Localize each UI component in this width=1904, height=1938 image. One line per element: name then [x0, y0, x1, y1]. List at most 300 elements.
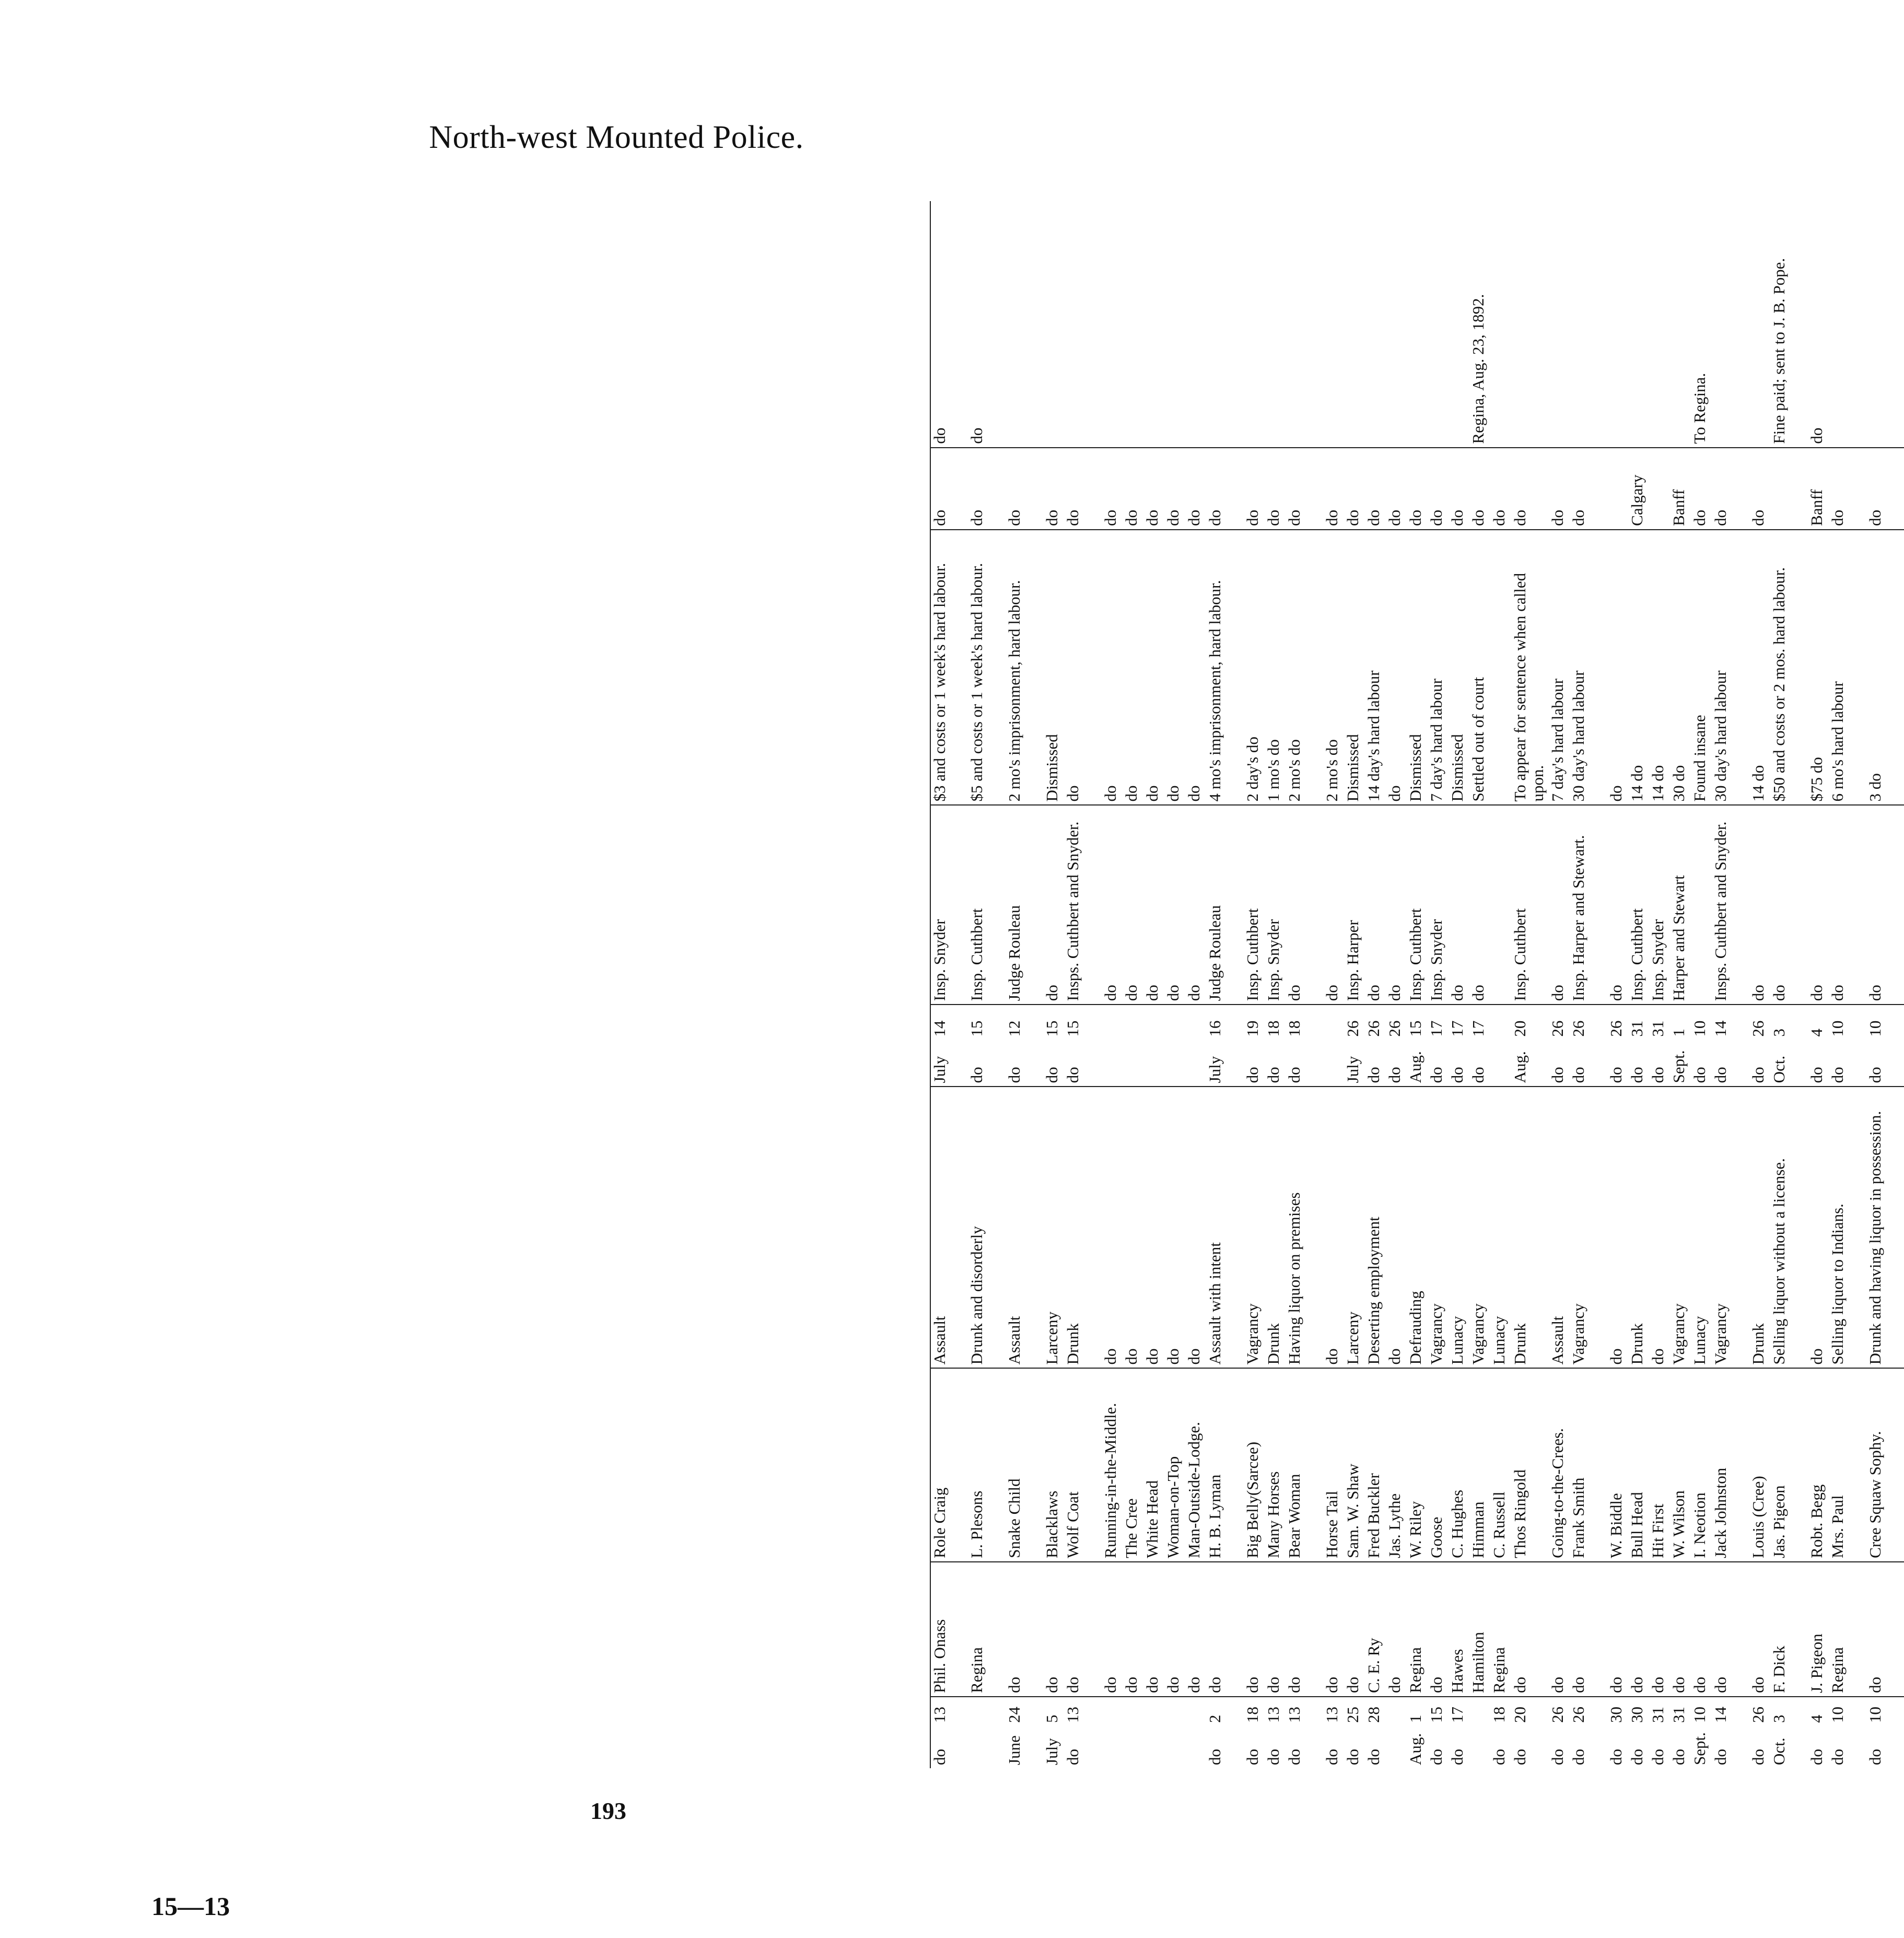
row-trial-day	[1143, 1005, 1164, 1040]
table-row	[1670, 201, 1691, 1768]
row-trial-month: Sept.	[1670, 1040, 1691, 1087]
row-date-month: do	[1285, 1749, 1303, 1765]
row-trial-day: 14	[930, 1005, 968, 1040]
row-jail: do	[1323, 448, 1344, 530]
row-trial-month: do	[1712, 1040, 1749, 1087]
row-offence: do	[1143, 1087, 1164, 1368]
row-offence: Vagrancy	[1570, 1087, 1607, 1368]
row-remarks	[1164, 201, 1185, 448]
row-name: Going-to-the-Crees.	[1549, 1368, 1570, 1562]
row-date-month	[1469, 1726, 1490, 1768]
row-remarks	[1829, 201, 1866, 448]
table-row	[1469, 201, 1490, 1768]
row-name: Jas. Lythe	[1386, 1368, 1407, 1562]
table-row	[1549, 201, 1570, 1768]
row-name: H. B. Lyman	[1206, 1368, 1244, 1562]
row-date-day: 10	[1866, 1707, 1884, 1723]
row-offence: Selling liquor without a license.	[1770, 1087, 1808, 1368]
row-jail: do	[1043, 448, 1064, 530]
row-date-month: do	[930, 1726, 968, 1768]
row-date-month: do	[1243, 1749, 1261, 1765]
row-remarks: Fine paid; sent to J. B. Pope.	[1770, 201, 1808, 448]
row-offence: Having liquor on premises	[1286, 1087, 1323, 1368]
row-date-month: do	[1828, 1749, 1847, 1765]
row-trial-month: do	[1649, 1040, 1670, 1087]
row-date-month	[1386, 1726, 1407, 1768]
row-offence: do	[1607, 1087, 1628, 1368]
row-remarks	[1143, 201, 1164, 448]
row-sentence: do	[1102, 530, 1123, 805]
row-remarks	[1064, 201, 1102, 448]
row-date-day: 13	[930, 1697, 968, 1726]
table-row	[1286, 201, 1323, 1768]
row-sentence: 4 mo's imprisonment, hard labour.	[1206, 530, 1244, 805]
row-place: do	[1006, 1562, 1043, 1697]
row-name: W. Riley	[1407, 1368, 1428, 1562]
row-tried-by: Insp. Snyder	[1265, 805, 1286, 1005]
table-row	[1808, 201, 1829, 1768]
row-place: Phil. Onass	[930, 1562, 968, 1697]
row-jail: do	[1286, 448, 1323, 530]
row-jail: Banff	[1808, 448, 1829, 530]
row-sentence: 14 do	[1649, 530, 1670, 805]
row-sentence: Settled out of court	[1469, 530, 1490, 805]
row-date-month: Oct.	[1770, 1737, 1788, 1765]
row-trial-day: 15	[967, 1020, 986, 1037]
row-name: C. Hughes	[1449, 1368, 1469, 1562]
row-offence: Lunacy	[1449, 1087, 1469, 1368]
row-sentence: Found insane	[1691, 530, 1712, 805]
row-place: do	[1102, 1562, 1123, 1697]
row-jail: do	[1829, 448, 1866, 530]
row-date-day: 31	[1669, 1707, 1688, 1723]
row-offence: do	[1123, 1087, 1143, 1368]
table-row	[1749, 201, 1770, 1768]
row-offence: Vagrancy	[1712, 1087, 1749, 1368]
row-trial-month	[1490, 1040, 1511, 1087]
row-sentence: do	[1064, 530, 1102, 805]
row-jail: do	[1469, 448, 1490, 530]
row-offence: Drunk	[1511, 1087, 1549, 1368]
row-sentence: do	[1123, 530, 1143, 805]
row-name: C. Russell	[1490, 1368, 1511, 1562]
row-name: W. Wilson	[1670, 1368, 1691, 1562]
row-jail: do	[1143, 448, 1164, 530]
row-sentence: 30 do	[1670, 530, 1691, 805]
row-trial-day: 17	[1448, 1020, 1466, 1037]
row-remarks	[1386, 201, 1407, 448]
table-row	[1511, 201, 1549, 1768]
table-row	[1365, 201, 1386, 1768]
table-row	[1265, 201, 1286, 1768]
row-jail: do	[1265, 448, 1286, 530]
row-tried-by: Insp. Cuthbert	[968, 805, 1006, 1005]
row-name: Jas. Pigeon	[1770, 1368, 1808, 1562]
row-trial-month: do	[1628, 1040, 1649, 1087]
row-date-day: 26	[1569, 1707, 1587, 1723]
row-trial-month: do	[1006, 1040, 1043, 1087]
row-date-month: do	[1323, 1749, 1341, 1765]
row-trial-month: do	[1570, 1040, 1607, 1087]
row-sentence: $75 do	[1808, 530, 1829, 805]
table-row	[930, 201, 968, 1768]
row-trial-month: do	[1749, 1040, 1770, 1087]
row-date-month: Aug.	[1406, 1733, 1424, 1765]
row-trial-day	[1185, 1005, 1206, 1040]
row-place: do	[1511, 1562, 1549, 1697]
row-name: Running-in-the-Middle.	[1102, 1368, 1123, 1562]
row-remarks: do	[1808, 201, 1829, 448]
row-sentence	[1490, 530, 1511, 805]
row-date-day	[1143, 1697, 1164, 1726]
row-trial-day	[1123, 1005, 1143, 1040]
row-name: The Cree	[1123, 1368, 1143, 1562]
row-remarks	[1712, 201, 1749, 448]
row-remarks: To Regina.	[1691, 201, 1712, 448]
row-offence: do	[1323, 1087, 1344, 1368]
row-place: do	[1712, 1562, 1749, 1697]
row-tried-by: Insp. Snyder	[1649, 805, 1670, 1005]
row-date-day: 10	[1828, 1707, 1847, 1723]
row-trial-month: Aug.	[1407, 1040, 1428, 1087]
row-place: Regina	[1407, 1562, 1428, 1697]
row-offence: Drunk and having liquor in possession.	[1866, 1087, 1904, 1368]
row-remarks	[1344, 201, 1365, 448]
row-place: do	[1265, 1562, 1286, 1697]
row-place: do	[1628, 1562, 1649, 1697]
row-date-day: 26	[1749, 1707, 1767, 1723]
row-date-month: do	[1364, 1749, 1383, 1765]
row-trial-month: do	[1386, 1040, 1407, 1087]
row-tried-by: Insp. Cuthbert	[1244, 805, 1265, 1005]
row-trial-month: do	[1286, 1040, 1323, 1087]
row-trial-month: do	[1607, 1040, 1628, 1087]
row-jail: do	[1006, 448, 1043, 530]
row-date-day: 13	[1264, 1707, 1282, 1723]
row-offence: Assault	[930, 1087, 968, 1368]
row-trial-day: 15	[1043, 1020, 1061, 1037]
row-trial-month: July	[1344, 1040, 1365, 1087]
row-date-day: 10	[1690, 1707, 1709, 1723]
row-tried-by: Insp. Cuthbert	[1628, 805, 1649, 1005]
table-row	[1428, 201, 1449, 1768]
row-sentence: do	[1607, 530, 1628, 805]
row-name: Louis (Cree)	[1749, 1368, 1770, 1562]
row-trial-day	[1164, 1005, 1185, 1040]
row-name: Himman	[1469, 1368, 1490, 1562]
row-tried-by	[1691, 805, 1712, 1005]
row-jail: do	[1344, 448, 1365, 530]
row-place: Regina	[1829, 1562, 1866, 1697]
signature-mark: 15—13	[151, 1892, 230, 1921]
row-trial-month: do	[1469, 1040, 1490, 1087]
row-sentence: $5 and costs or 1 week's hard labour.	[968, 530, 1006, 805]
row-trial-month: do	[1829, 1040, 1866, 1087]
row-tried-by: do	[1164, 805, 1185, 1005]
row-place: C. E. Ry	[1365, 1562, 1386, 1697]
row-jail: do	[1365, 448, 1386, 530]
row-place: F. Dick	[1770, 1562, 1808, 1697]
row-trial-day: 1	[1669, 1029, 1688, 1037]
row-name: Man-Outside-Lodge.	[1185, 1368, 1206, 1562]
row-jail: do	[1570, 448, 1607, 530]
row-jail: do	[1691, 448, 1712, 530]
row-trial-month: do	[1428, 1040, 1449, 1087]
row-place: do	[1164, 1562, 1185, 1697]
row-date-day: 14	[1711, 1707, 1730, 1723]
row-trial-day: 14	[1711, 1020, 1730, 1037]
row-remarks	[1649, 201, 1670, 448]
row-tried-by: do	[1386, 805, 1407, 1005]
row-date-month: do	[1490, 1749, 1508, 1765]
row-trial-day: 20	[1511, 1020, 1529, 1037]
table-row	[1570, 201, 1607, 1768]
row-sentence: Dismissed	[1449, 530, 1469, 805]
row-trial-month: Oct.	[1770, 1040, 1808, 1087]
row-tried-by: Harper and Stewart	[1670, 805, 1691, 1005]
table-row	[1123, 201, 1143, 1768]
row-place: do	[1043, 1562, 1064, 1697]
row-name: Sam. W. Shaw	[1344, 1368, 1365, 1562]
row-sentence: 3 do	[1866, 530, 1904, 805]
row-remarks	[1244, 201, 1265, 448]
row-date-day: 28	[1364, 1707, 1383, 1723]
row-name: Wolf Coat	[1064, 1368, 1102, 1562]
row-offence: Selling liquor to Indians.	[1829, 1087, 1866, 1368]
row-place: do	[1691, 1562, 1712, 1697]
row-trial-month: do	[1064, 1040, 1102, 1087]
row-remarks	[1549, 201, 1570, 448]
row-jail: do	[1123, 448, 1143, 530]
row-tried-by: Insps. Cuthbert and Snyder.	[1064, 805, 1102, 1005]
row-sentence: Dismissed	[1407, 530, 1428, 805]
row-date-day: 24	[1005, 1707, 1023, 1723]
row-date-month: do	[1448, 1749, 1466, 1765]
row-trial-day: 26	[1749, 1020, 1767, 1037]
row-place: do	[1549, 1562, 1570, 1697]
row-trial-day: 4	[1807, 1029, 1826, 1037]
row-remarks	[1866, 201, 1904, 448]
row-offence: do	[1808, 1087, 1829, 1368]
row-date-month	[1143, 1726, 1164, 1768]
row-date-month: do	[1548, 1749, 1567, 1765]
row-trial-day: 12	[1005, 1020, 1023, 1037]
table-row	[1449, 201, 1469, 1768]
row-name: White Head	[1143, 1368, 1164, 1562]
row-date-month: do	[1628, 1749, 1646, 1765]
row-offence: Lunacy	[1490, 1087, 1511, 1368]
row-jail: do	[1749, 448, 1770, 530]
table-row	[1712, 201, 1749, 1768]
row-tried-by: Insp. Harper and Stewart.	[1570, 805, 1607, 1005]
ledger-rotated-block	[930, 201, 1884, 1768]
row-offence: Drunk	[1064, 1087, 1102, 1368]
row-place: do	[1386, 1562, 1407, 1697]
row-jail	[1649, 448, 1670, 530]
row-remarks	[1206, 201, 1244, 448]
row-place: do	[1185, 1562, 1206, 1697]
row-offence: Larceny	[1344, 1087, 1365, 1368]
row-trial-day: 26	[1344, 1020, 1362, 1037]
row-tried-by: Insp. Snyder	[1428, 805, 1449, 1005]
row-name: Robt. Begg	[1808, 1368, 1829, 1562]
row-sentence: do	[1143, 530, 1164, 805]
row-date-day: 26	[1548, 1707, 1567, 1723]
row-jail: do	[1244, 448, 1265, 530]
table-row	[1344, 201, 1365, 1768]
row-date-month: do	[1749, 1749, 1767, 1765]
row-date-month: do	[1206, 1749, 1224, 1765]
row-date-month: do	[1807, 1749, 1826, 1765]
row-sentence: $50 and costs or 2 mos. hard labour.	[1770, 530, 1808, 805]
row-remarks	[1286, 201, 1323, 448]
row-remarks: do	[968, 201, 1006, 448]
row-sentence: 7 day's hard labour	[1549, 530, 1570, 805]
row-remarks	[1265, 201, 1286, 448]
row-trial-month: Aug.	[1511, 1040, 1549, 1087]
row-tried-by: do	[1365, 805, 1386, 1005]
page-number: 193	[590, 1797, 626, 1824]
row-name: Many Horses	[1265, 1368, 1286, 1562]
row-date-day: 31	[1649, 1707, 1667, 1723]
table-row	[1323, 201, 1344, 1768]
row-sentence: 1 mo's do	[1265, 530, 1286, 805]
row-trial-day	[1323, 1005, 1344, 1040]
row-trial-day: 3	[1770, 1029, 1788, 1037]
row-trial-day: 19	[1243, 1020, 1261, 1037]
row-jail: do	[930, 448, 968, 530]
row-tried-by: do	[1043, 805, 1064, 1005]
row-tried-by: do	[1469, 805, 1490, 1005]
row-sentence: 2 day's do	[1244, 530, 1265, 805]
row-offence: Defrauding	[1407, 1087, 1428, 1368]
row-trial-month: do	[1808, 1040, 1829, 1087]
row-trial-month: do	[968, 1040, 1006, 1087]
row-name: Mrs. Paul	[1829, 1368, 1866, 1562]
row-date-day: 30	[1628, 1707, 1646, 1723]
row-name: Hit First	[1649, 1368, 1670, 1562]
row-trial-day: 31	[1649, 1020, 1667, 1037]
row-remarks	[1607, 201, 1628, 448]
row-trial-day: 10	[1828, 1020, 1847, 1037]
row-name: Big Belly(Sarcee)	[1244, 1368, 1265, 1562]
row-sentence: 2 mo's do	[1286, 530, 1323, 805]
row-remarks	[1449, 201, 1469, 448]
row-date-day: 30	[1607, 1707, 1625, 1723]
row-offence: Vagrancy	[1469, 1087, 1490, 1368]
row-trial-day: 16	[1206, 1020, 1224, 1037]
row-place: do	[1064, 1562, 1102, 1697]
row-trial-day: 18	[1264, 1020, 1282, 1037]
row-trial-month	[1102, 1040, 1123, 1087]
row-date-month	[1123, 1726, 1143, 1768]
row-remarks	[1490, 201, 1511, 448]
row-trial-day: 26	[1548, 1020, 1567, 1037]
row-place: Regina	[1490, 1562, 1511, 1697]
row-trial-month	[1185, 1040, 1206, 1087]
row-offence: do	[1102, 1087, 1123, 1368]
row-jail: do	[1206, 448, 1244, 530]
table-row	[1649, 201, 1670, 1768]
row-offence: Drunk	[1628, 1087, 1649, 1368]
row-sentence: do	[1386, 530, 1407, 805]
row-date-month: do	[1344, 1749, 1362, 1765]
row-place: do	[1866, 1562, 1904, 1697]
row-jail: do	[1185, 448, 1206, 530]
row-trial-day: 15	[1064, 1020, 1082, 1037]
table-row	[1244, 201, 1265, 1768]
row-trial-day: 17	[1427, 1020, 1445, 1037]
row-name: Woman-on-Top	[1164, 1368, 1185, 1562]
row-place: do	[1607, 1562, 1628, 1697]
row-trial-month: do	[1265, 1040, 1286, 1087]
table-row	[1102, 201, 1123, 1768]
row-jail: do	[1490, 448, 1511, 530]
row-date-month	[1185, 1726, 1206, 1768]
row-offence: Vagrancy	[1244, 1087, 1265, 1368]
row-jail: do	[1866, 448, 1904, 530]
row-date-month	[968, 1726, 1006, 1768]
row-remarks	[1749, 201, 1770, 448]
row-name: Blacklaws	[1043, 1368, 1064, 1562]
row-remarks: Regina, Aug. 23, 1892.	[1469, 201, 1490, 448]
row-place: do	[1344, 1562, 1365, 1697]
row-date-month: do	[1569, 1749, 1587, 1765]
row-name: Cree Squaw Sophy.	[1866, 1368, 1904, 1562]
row-date-day: 15	[1427, 1707, 1445, 1723]
row-date-day: 2	[1206, 1714, 1224, 1723]
row-date-month: do	[1264, 1749, 1282, 1765]
table-row	[1143, 201, 1164, 1768]
row-tried-by: Judge Rouleau	[1206, 805, 1244, 1005]
row-place: do	[1244, 1562, 1265, 1697]
row-offence: Drunk	[1265, 1087, 1286, 1368]
row-trial-month	[1123, 1040, 1143, 1087]
row-date-day: 18	[1490, 1707, 1508, 1723]
row-remarks	[1570, 201, 1607, 448]
row-sentence: do	[1185, 530, 1206, 805]
row-sentence: 14 day's hard labour	[1365, 530, 1386, 805]
table-row	[1206, 201, 1244, 1768]
row-name: L. Plesons	[968, 1368, 1006, 1562]
row-name: Bull Head	[1628, 1368, 1649, 1562]
row-name: Role Craig	[930, 1368, 968, 1562]
row-sentence: 30 day's hard labour	[1712, 530, 1749, 805]
row-trial-day: 18	[1285, 1020, 1303, 1037]
row-place: J. Pigeon	[1808, 1562, 1829, 1697]
row-date-day: 1	[1406, 1714, 1424, 1723]
row-offence: Assault with intent	[1206, 1087, 1244, 1368]
row-offence: do	[1185, 1087, 1206, 1368]
row-place: do	[1649, 1562, 1670, 1697]
row-date-day	[1469, 1697, 1490, 1726]
table-row	[1490, 201, 1511, 1768]
row-name: W. Biddle	[1607, 1368, 1628, 1562]
row-sentence: $3 and costs or 1 week's hard labour.	[930, 530, 968, 805]
row-jail: do	[1428, 448, 1449, 530]
row-jail	[1770, 448, 1808, 530]
row-name: I. Neotion	[1691, 1368, 1712, 1562]
row-trial-month: do	[1549, 1040, 1570, 1087]
row-sentence: 7 day's hard labour	[1428, 530, 1449, 805]
row-tried-by: do	[1286, 805, 1323, 1005]
row-remarks	[1043, 201, 1064, 448]
row-sentence: do	[1164, 530, 1185, 805]
row-trial-day: 31	[1628, 1020, 1646, 1037]
table-row	[1043, 201, 1064, 1768]
row-tried-by: do	[1323, 805, 1344, 1005]
row-tried-by: do	[1449, 805, 1469, 1005]
